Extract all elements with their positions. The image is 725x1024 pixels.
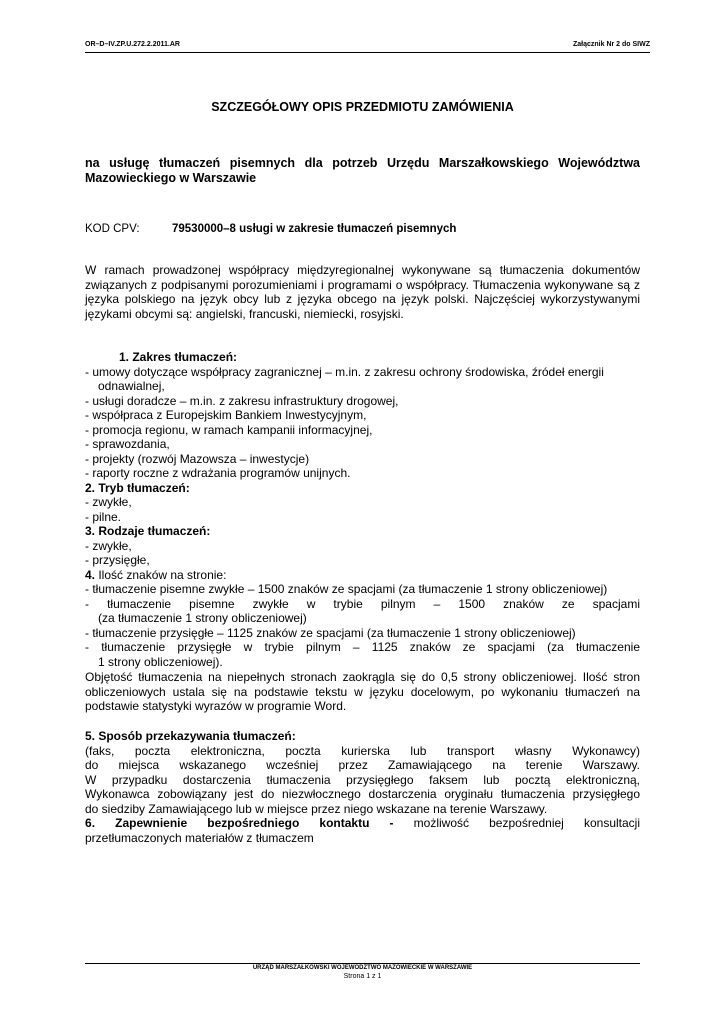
section-4-heading [85,568,640,583]
section-2-heading: 2. Tryb tłumaczeń: [85,480,190,495]
section-6-continuation: przetłumaczonych materiałów z tłumaczem [85,830,314,845]
section-5-heading: 5. Sposób przekazywania tłumaczeń: [85,729,296,743]
section-4-number: 4. [85,567,96,582]
list-item: - zwykłe, [85,538,132,553]
list-item: - usługi doradcze – m.in. z zakresu infrastruktury drogowej, [85,393,399,408]
list-item: - raporty roczne z wdrażania programów unijnych. [85,466,351,480]
section-6-line [85,816,640,831]
list-item: - zwykłe, [85,495,132,509]
list-item-continuation: odnawialnej, [98,379,165,393]
list-item: - tłumaczenie pisemne zwykłe – 1500 znaków ze spacjami (za tłumaczenie 1 strony obliczeniowej) [85,582,608,596]
section-1-heading: 1. Zakres tłumaczeń: [119,350,238,364]
cpv-line [85,222,640,237]
cpv-code: 79530000–8 usługi w zakresie tłumaczeń pisemnych [172,223,457,235]
delivery-line: (faks, poczta elektroniczna, poczta kurierska lub transport własny Wykonawcy) [85,743,640,758]
list-item: - współpraca z Europejskim Bankiem Inwestycyjnym, [85,408,367,422]
requirements-list [85,350,640,669]
delivery-line: Wykonawca zobowiązany jest do niezwłocznego dostarczenia oryginału tłumaczenia przysięgłego [85,787,640,801]
list-item: - tłumaczenie przysięgłe w trybie pilnym – 1125 znaków ze spacjami (za tłumaczenie [85,640,640,654]
list-item: - promocja regionu, w ramach kampanii informacyjnej, [85,422,373,437]
footer-organization: URZĄD MARSZAŁKOWSKI WOJEWÓDZTWO MAZOWIECKIE W WARSZAWIE [252,965,473,971]
delivery-section [85,729,640,845]
document-subtitle: na usługę tłumaczeń pisemnych dla potrzeb Urzędu Marszałkowskiego Województwa Mazowieckiego w Warszawie [85,156,640,185]
footer-divider [85,963,640,964]
cpv-label: KOD CPV: [85,223,140,235]
section-6-number: 6 [85,816,92,830]
document-reference: OR–D–IV.ZP.U.272.2.2011.AR [85,41,180,48]
delivery-line: do miejsca wskazanego wcześniej przez Zamawiającego na terenie Warszawy. [85,758,640,772]
list-item: - sprawozdania, [85,437,170,451]
rounding-paragraph: Objętość tłumaczenia na niepełnych stronach zaokrągla się do 0,5 strony obliczeniowej. Ilość stron obliczeniowych ustala się na podstawie tekstu w języku docelowym, po wykonaniu tłumaczeń na podstawie statystyki wyrazów w programie Word. [85,670,640,713]
section-3-heading: 3. Rodzaje tłumaczeń: [85,524,211,538]
page-header [85,41,650,53]
attachment-label: Załącznik Nr 2 do SIWZ [572,41,650,48]
list-item: - pilne. [85,509,122,524]
list-item-continuation: 1 strony obliczeniowej). [98,654,223,669]
section-4-title: Ilość znaków na stronie: [95,567,227,582]
section-6-heading: . Zapewnienie bezpośredniego kontaktu - [91,816,394,830]
list-item: - tłumaczenie przysięgłe – 1125 znaków ze spacjami (za tłumaczenie 1 strony obliczeniowej) [85,625,576,640]
list-item-continuation: (za tłumaczenie 1 strony obliczeniowej) [98,611,307,625]
list-item: - projekty (rozwój Mazowsza – inwestycje) [85,451,310,466]
section-6-text: możliwość bezpośredniej konsultacji [393,816,641,830]
intro-paragraph: W ramach prowadzonej współpracy międzyregionalnej wykonywane są tłumaczenia dokumentów związanych z podpisanymi porozumieniami i programami o współpracy. Tłumaczenia wykonywane są z języka polskiego na język obcy lub z języka obcego na język polski. Najczęściej wykorzystywanymi językami obcymi są: angielski, francuski, niemiecki, rosyjski. [85,263,640,321]
page-title: SZCZEGÓŁOWY OPIS PRZEDMIOTU ZAMÓWIENIA [211,100,514,114]
page-number: Strona 1 z 1 [343,973,382,980]
list-item: - przysięgłe, [85,553,150,567]
list-item: - umowy dotyczące współpracy zagranicznej – m.in. z zakresu ochrony środowiska, źródeł energii [85,364,604,379]
delivery-line: W przypadku dostarczenia tłumaczenia przysięgłego faksem lub pocztą elektroniczną, [85,772,640,787]
delivery-line: do siedziby Zamawiającego lub w miejsce przez niego wskazane na terenie Warszawy. [85,801,548,816]
list-item: - tłumaczenie pisemne zwykłe w trybie pilnym – 1500 znaków ze spacjami [85,596,640,611]
